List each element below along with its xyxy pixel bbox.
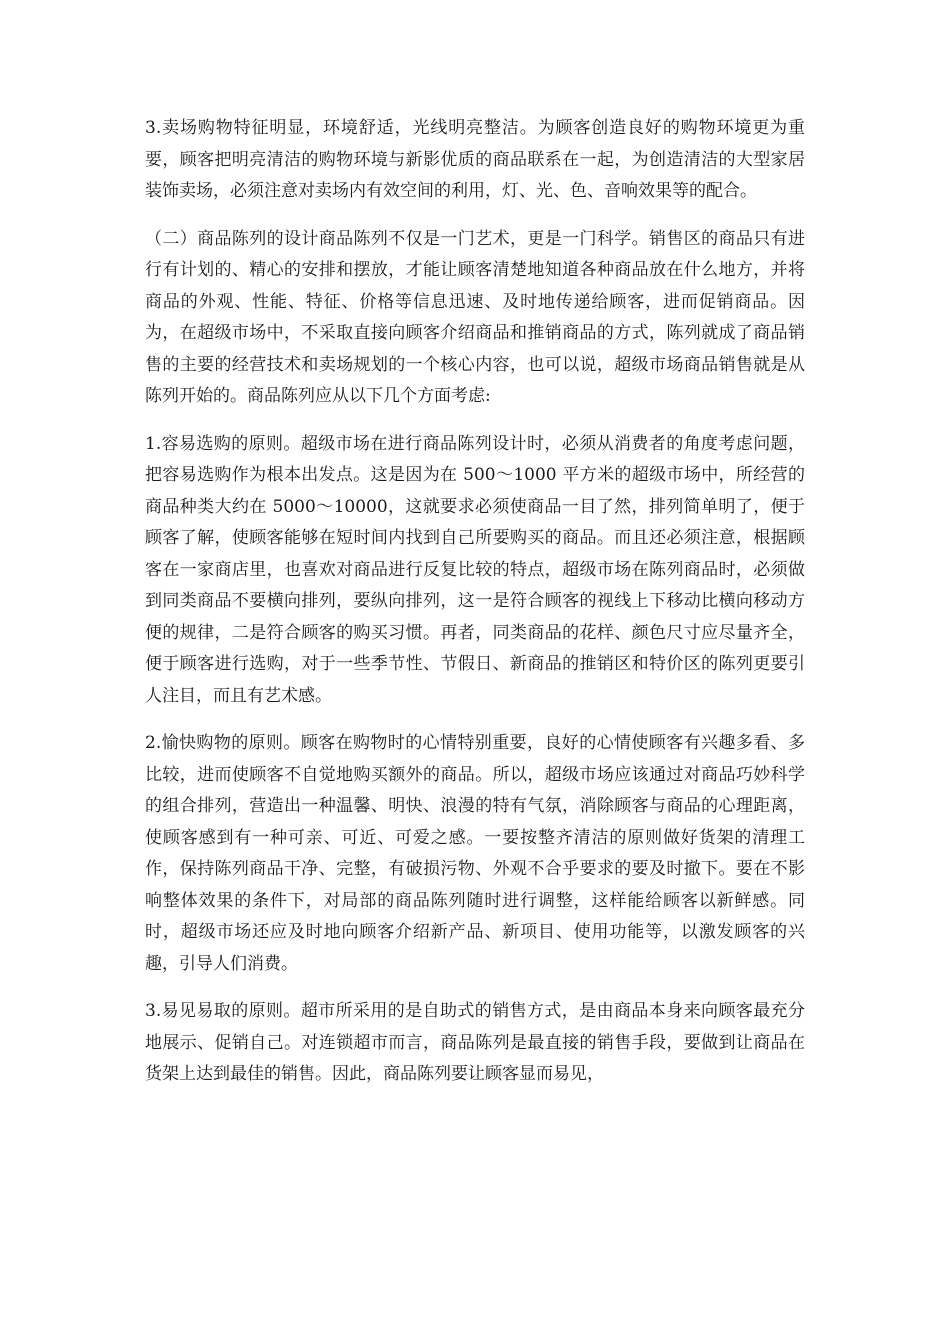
paragraph-display-design: （二）商品陈列的设计商品陈列不仅是一门艺术，更是一门科学。销售区的商品只有进行有计划的、精心的安排和摆放，才能让顾客清楚地知道各种商品放在什么地方，并将商品的外观、性能、特征、价格等信息迅速、及时地传递给顾客，进而促销商品。因为，在超级市场中，不采取直接向顾客介绍商品和推销商品的方式，陈列就成了商品销售的主要的经营技术和卖场规划的一个核心内容，也可以说，超级市场商品销售就是从陈列开始的。商品陈列应从以下几个方面考虑: <box>145 228 805 406</box>
document-body <box>145 113 805 1107</box>
paragraph-pleasant-shopping-principle: 2.愉快购物的原则。顾客在购物时的心情特别重要，良好的心情使顾客有兴趣多看、多比较，进而使顾客不自觉地购买额外的商品。所以，超级市场应该通过对商品巧妙科学的组合排列，营造出一种温馨、明快、浪漫的特有气氛，消除顾客与商品的心理距离，使顾客感到有一种可亲、可近、可爱之感。一要按整齐清洁的原则做好货架的清理工作，保持陈列商品干净、完整，有破损污物、外观不合乎要求的要及时撤下。要在不影响整体效果的条件下，对局部的商品陈列随时进行调整，这样能给顾客以新鲜感。同时，超级市场还应及时地向顾客介绍新产品、新项目、使用功能等，以激发顾客的兴趣，引导人们消费。 <box>145 733 805 974</box>
paragraph-store-environment: 3.卖场购物特征明显，环境舒适，光线明亮整洁。为顾客创造良好的购物环境更为重要，顾客把明亮清洁的购物环境与新影优质的商品联系在一起，为创造清洁的大型家居装饰卖场，必须注意对卖场内有效空间的利用，灯、光、色、音响效果等的配合。 <box>145 118 805 201</box>
paragraph-easy-selection-principle: 1.容易选购的原则。超级市场在进行商品陈列设计时，必须从消费者的角度考虑问题，把容易选购作为根本出发点。这是因为在 500～1000 平方米的超级市场中，所经营的商品种类大约在 5000～10000，这就要求必须使商品一目了然，排列简单明了，便于顾客了解，使顾客能够在短时间内找到自己所要购买的商品。而且还必须注意，根据顾客在一家商店里，也喜欢对商品进行反复比较的特点，超级市场在陈列商品时，必须做到同类商品不要横向排列，要纵向排列，这一是符合顾客的视线上下移动比横向移动方便的规律，二是符合顾客的购买习惯。再者，同类商品的花样、颜色尺寸应尽量齐全，便于顾客进行选购，对于一些季节性、节假日、新商品的推销区和特价区的陈列更要引人注目，而且有艺术感。 <box>145 433 805 706</box>
paragraph-easy-visibility-principle: 3.易见易取的原则。超市所采用的是自助式的销售方式，是由商品本身来向顾客最充分地展示、促销自己。对连锁超市而言，商品陈列是最直接的销售手段，要做到让商品在货架上达到最佳的销售。因此，商品陈列要让顾客显而易见， <box>145 1001 805 1084</box>
